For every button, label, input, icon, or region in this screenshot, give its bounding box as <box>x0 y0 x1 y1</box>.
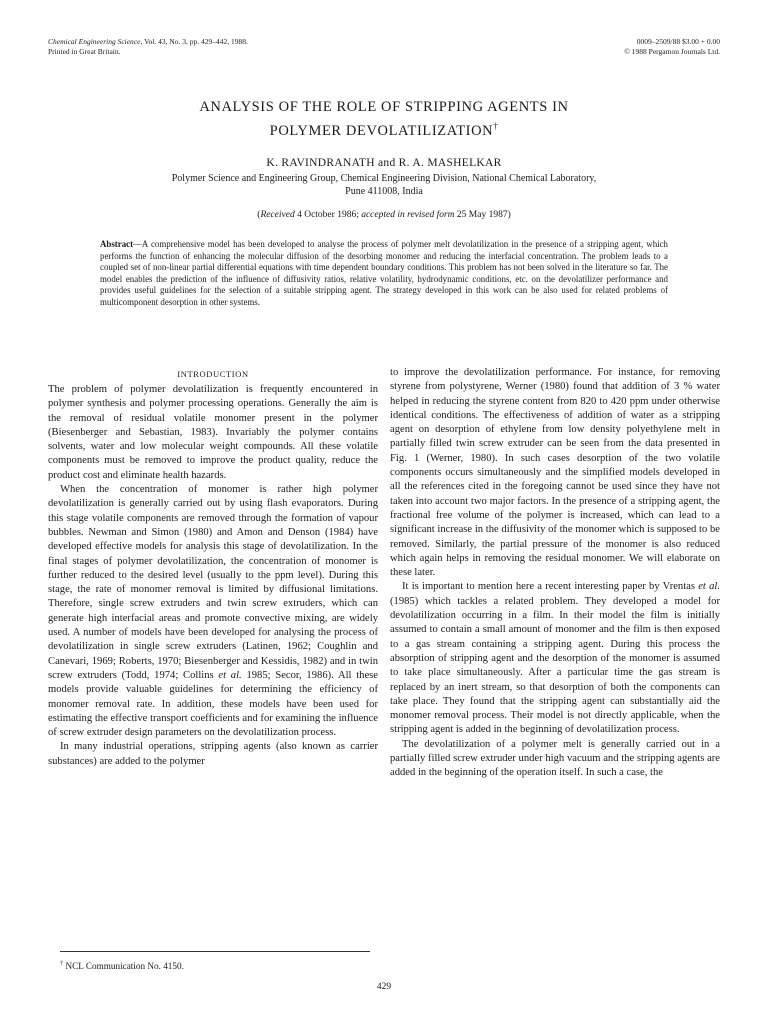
received-date: 4 October 1986; <box>294 210 362 220</box>
header-left <box>48 37 248 56</box>
abstract <box>100 239 668 309</box>
footnote-mark: † <box>60 960 64 967</box>
intro-paragraph-2-start: When the concentration of monomer is rather high polymer devolatilization is generally carried out by using flash evaporators. During this stage volatile components are removed through the formation of vapour bubbles. Newman and Simon (1980) and Amon and Denson (1984) have developed effective models for analysis this stage of devolatilization. In the final stages of polymer devolatilization, the concentration of monomer is further reduced to the desired level (usually to the ppm level). During this stage, the rate of monomer removal is limited by diffusional limitations. Therefore, single screw extruders and twin screw extruders, which can generate high interfacial areas and promote convective mixing, are widely used. A number of models have been developed for analysing the process of devolatilization in single screw extruders (Latinen, 1962; Coughlin and Canevari, 1969; Roberts, 1970; Biesenberger and Kessidis, 1982) and in twin screw extruders (Todd, 1974; Collins <box>48 484 378 681</box>
left-column-text <box>48 383 378 769</box>
received-label: Received <box>260 210 295 220</box>
right-paragraph-2-etal: et al. <box>698 581 720 593</box>
affiliation-line-1: Polymer Science and Engineering Group, Chemical Engineering Division, National Chemical Laboratory, <box>171 173 597 184</box>
left-column <box>48 366 378 769</box>
right-column-text <box>390 366 720 781</box>
copyright: © 1988 Pergamon Journals Ltd. <box>624 46 720 56</box>
right-paragraph-2-end: (1985) which tackles a related problem. They developed a model for devolatilization occurring in a film. In their model the film is initially assumed to contain a small amount of monomer and the film is then exposed to a gas stream containing a stripping agent. During this process the absorption of stripping agent and the desorption of the monomer is assumed to take place simultaneously. After a particular time the gas stream is replaced by an inert stream, so that desorption of both the components can take place. They found that the stripping agent can substantially aid the monomer removal process. Their model is not directly applicable, when the stripping agent is added in the beginning of devolatilization process. <box>390 595 720 736</box>
accepted-label: accepted in revised form <box>361 210 455 220</box>
section-heading-introduction: INTRODUCTION <box>177 369 249 379</box>
paper-title <box>0 98 768 141</box>
right-column <box>390 366 720 781</box>
title-footnote-mark: † <box>493 121 499 131</box>
title-line-2 <box>0 117 768 141</box>
citation-details: , Vol. 43, No. 3, pp. 429–442, 1988. <box>140 37 248 46</box>
intro-paragraph-2 <box>48 483 378 740</box>
journal-name: Chemical Engineering Science <box>48 37 141 46</box>
abstract-label: Abstract <box>100 239 134 249</box>
footnote <box>60 958 184 972</box>
right-paragraph-2 <box>390 580 720 737</box>
header-right <box>624 37 720 56</box>
abstract-text: —A comprehensive model has been developed to analyse the process of polymer melt devolatilization in the presence of a stripping agent, which performs the function of enhancing the molecular diffusion of the desorbing monomer and reducing the interfacial concentration. The problem leads to a coupled set of non-linear partial differential equations with time dependent boundary conditions. This problem has not been solved in the literature so far. The model enables the prediction of the influence of diffusivity ratios, relative volatility, hydrodynamic conditions, etc. on the devolatilizer performance and provides useful guidelines for the selection of a suitable stripping agent. The strategy developed in this work can be also used for related problems of multicomponent desorption in other systems. <box>100 239 668 307</box>
journal-citation <box>48 37 248 47</box>
title-line-1: ANALYSIS OF THE ROLE OF STRIPPING AGENTS IN <box>199 99 569 115</box>
received-open: ( <box>257 210 261 220</box>
title-line-2-text: POLYMER DEVOLATILIZATION <box>269 122 494 139</box>
intro-paragraph-2-end: 1985; Secor, 1986). All these models provide valuable guidelines for determining the efficiency of monomer removal rate. In addition, these models have been used for estimating the effective transport coefficients and for examining the influence of screw extruder design parameters on the devolatilization process. <box>48 669 379 739</box>
intro-paragraph-2-etal: et al. <box>218 669 242 681</box>
accepted-date: 25 May 1987) <box>454 210 511 220</box>
footnote-text: NCL Communication No. 4150. <box>63 961 184 972</box>
affiliation <box>0 173 768 198</box>
right-paragraph-2-start: It is important to mention here a recent interesting paper by Vrentas <box>402 581 699 593</box>
right-paragraph-3: The devolatilization of a polymer melt is generally carried out in a partially filled screw extruder under high vacuum and the stripping agents are added in the beginning of the operation itself. In such a case, the <box>390 738 720 779</box>
received-dates <box>0 209 768 221</box>
right-paragraph-1: to improve the devolatilization performance. For instance, for removing styrene from polystyrene, Werner (1980) found that addition of 3 % water helped in reducing the styrene content from 820 to 420 ppm under otherwise identical conditions. The effectiveness of addition of water as a stripping agent on desorption of ethylene from low density polyethylene melt in partially filled twin screw extruder can be seen from the data presented in Fig. 1 (Werner, 1980). In such cases desorption of the two volatile components occurs simultaneously and the simplified models developed in all the references cited in the foregoing cannot be used since they have not taken into account two major factors. In the presence of a stripping agent, the fractional free volume of the polymer is increased, which can lead to a significant increase in the diffusivity of the monomer which is supposed to be removed. Similarly, the partial pressure of the monomer is also reduced which again helps in removing the residual monomer. We will elaborate on these later. <box>390 367 720 579</box>
authors: K. RAVINDRANATH and R. A. MASHELKAR <box>266 157 502 169</box>
intro-paragraph-3: In many industrial operations, stripping agents (also known as carrier substances) are added to the polymer <box>48 741 378 767</box>
intro-paragraph-1: The problem of polymer devolatilization is frequently encountered in polymer synthesis and polymer processing operations. Generally the aim is the removal of residual volatile monomer present in the polymer (Biesenberger and Sebastian, 1983). Invariably the polymer contains solvents, water and low molecular weight compounds. All these volatile components must be removed to improve the product quality, reduce the product cost and eliminate health hazards. <box>48 384 378 481</box>
affiliation-line-2: Pune 411008, India <box>345 185 423 197</box>
article-code: 0009–2509/88 $3.00 + 0.00 <box>636 37 720 46</box>
page-number: 429 <box>376 982 392 992</box>
footnote-rule <box>60 951 370 952</box>
printed-in: Printed in Great Britain. <box>48 46 121 56</box>
